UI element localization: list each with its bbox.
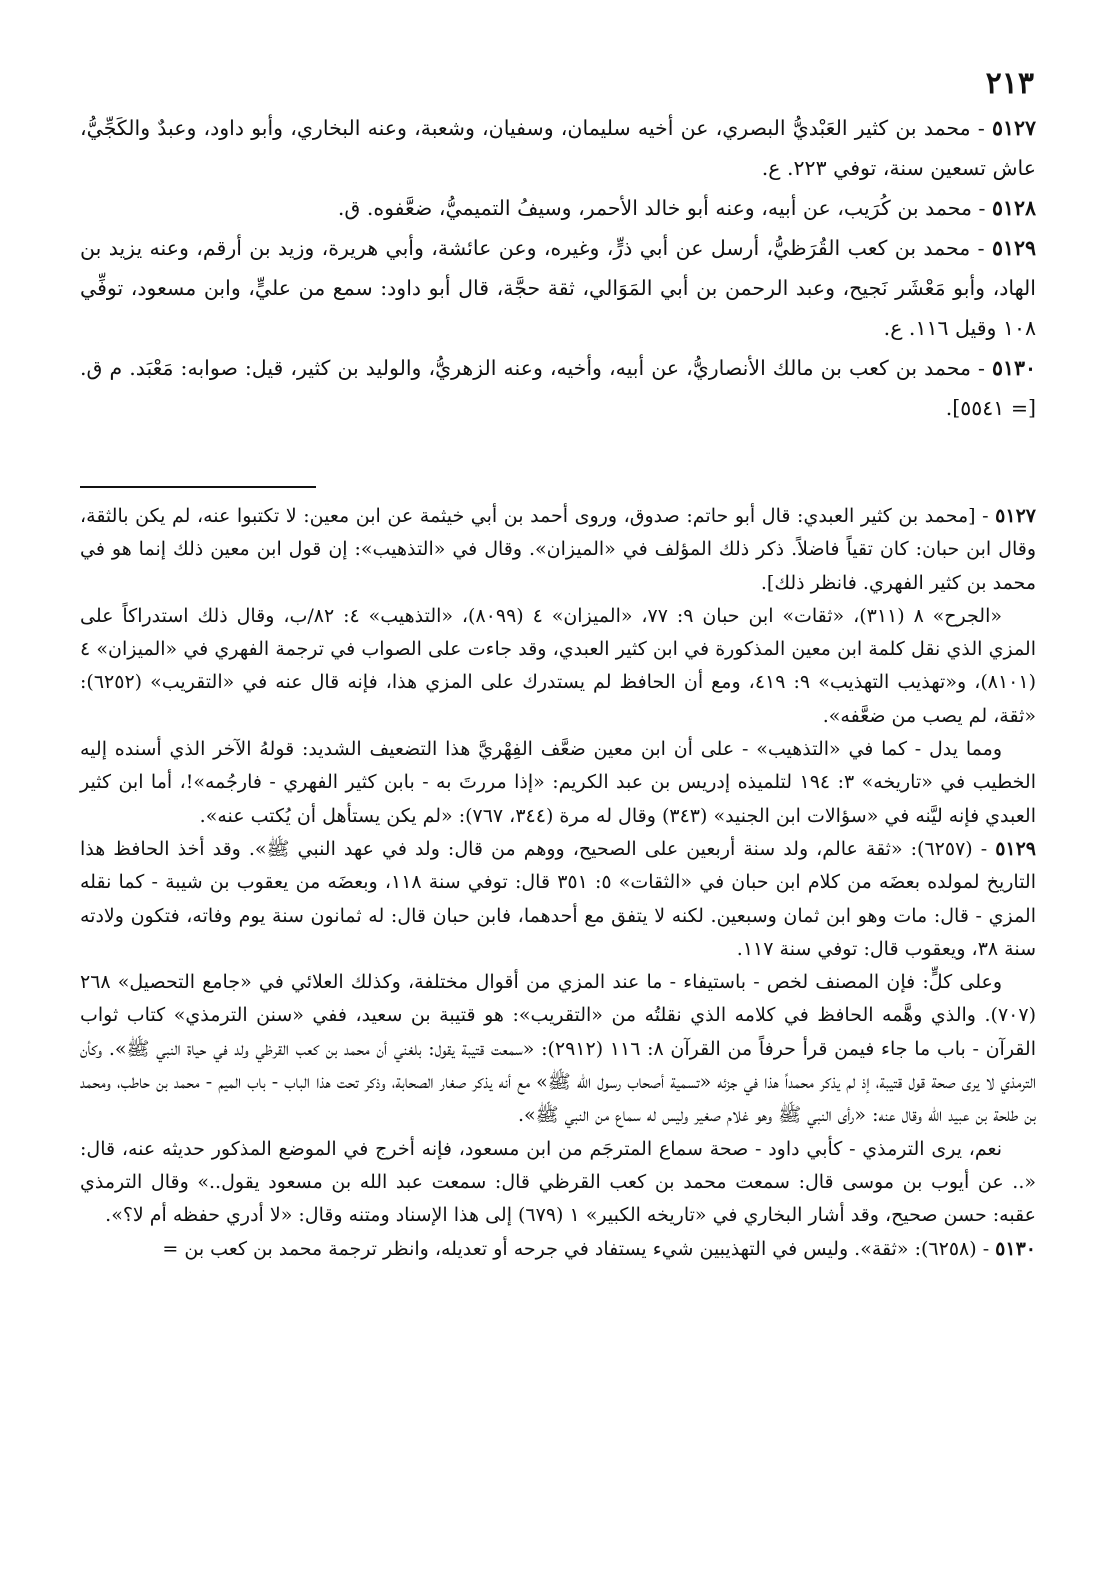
footnote-paragraph xyxy=(80,600,1036,733)
footnote-text: وعلى كلٍّ: فإن المصنف لخص - باستيفاء - ما عند المزي من أقوال مختلفة، وكذلك العلائي في «جامع التحصيل» ٢٦٨ (٧٠٧). والذي وهَّمه الحافظ في كلامه الذي نقلتُه من «التقريب»: هو قتيبة بن سعيد، ففي «سنن الترمذي» كتاب ثواب القرآن - باب ما جاء فيمن قرأ حرفاً من القرآن ٨: ١١٦ (٢٩١٢): «سمعت قتيبة يقول: بلغني أن محمد بن كعب القرظي ولد في حياة النبي ﷺ». وكأن الترمذي لا يرى صحة قول قتيبة، إذ لم يذكر محمداً هذا في جزئه «تسمية أصحاب رسول الله ﷺ» مع أنه يذكر صغار الصحابة، وذكر تحت هذا الباب - باب الميم - محمد بن حاطب، ومحمد بن طلحة بن عبيد الله وقال عنه: «رأى النبي ﷺ وهو غلام صغير وليس له سماع من النبي ﷺ». xyxy=(80,971,1036,1127)
entry-text: محمد بن كعب القُرَظيُّ، أرسل عن أبي ذرٍّ، وغيره، وعن عائشة، وأبي هريرة، وزيد بن أرقم، وعنه يزيد بن الهاد، وأبو مَعْشَر نَجيح، وعبد الرحمن بن أبي المَوَالي، ثقة حجَّة، قال أبو داود: سمع من عليٍّ، وابن مسعود، توفِّي ١٠٨ وقيل ١١٦. ع. xyxy=(80,236,1036,340)
footnote-text: [محمد بن كثير العبدي: قال أبو حاتم: صدوق، وروى أحمد بن أبي خيثمة عن ابن معين: لا تكتبوا عنه، لم يكن بالثقة، وقال ابن حبان: كان تقياً فاضلاً. ذكر ذلك المؤلف في «الميزان». وقال في «التذهيب»: إن قول ابن معين ذلك إنما هو في محمد بن كثير الفهري. فانظر ذلك]. xyxy=(80,505,1036,594)
entry-number: ٥١٢٧ xyxy=(991,116,1036,140)
footnote-paragraph xyxy=(80,733,1036,833)
footnote: ٥١٢٩ - (٦٢٥٧): «ثقة عالم، ولد سنة أربعين على الصحيح، ووهم من قال: ولد في عهد النبي ﷺ». وقد أخذ الحافظ هذا التاريخ لمولده بعضَه من كلام ابن حبان في «الثقات» ٥: ٣٥١ قال: توفي سنة ١١٨، وبعضَه من يعقوب بن شيبة - كما نقله المزي - قال: مات وهو ابن ثمان وسبعين. لكنه لا يتفق مع أحدهما، فابن حبان قال: له ثمانون سنة يوم وفاته، فتكون ولادته سنة ٣٨، ويعقوب قال: توفي سنة ١١٧. xyxy=(80,837,1037,960)
footnote-text: ومما يدل - كما في «التذهيب» - على أن ابن معين ضعَّف الفِهْريَّ هذا التضعيف الشديد: قولهُ الآخر الذي أسنده إليه الخطيب في «تاريخه» ٣: ١٩٤ لتلميذه إدريس بن عبد الكريم: «إذا مررتَ به - بابن كثير الفهري - فارجُمه»!، أما ابن كثير العبدي فإنه ليَّنه في «سؤالات ابن الجنيد» (٣٤٣) وقال له مرة (٣٤٤، ٧٦٧): «لم يكن يستأهل أن يُكتب عنه». xyxy=(80,738,1036,827)
footnotes xyxy=(80,500,1036,1266)
footnote-separator xyxy=(80,486,316,488)
footnote-text: «الجرح» ٨ (٣١١)، «ثقات» ابن حبان ٩: ٧٧، «الميزان» ٤ (٨٠٩٩)، «التذهيب» ٤: ٨٢/ب، وقال ذلك استدراكاً على المزي الذي نقل كلمة ابن معين المذكورة في ابن كثير العبدي، وقد جاءت على الصواب في ترجمة الفهري في «الميزان» ٤ (٨١٠١)، و«تهذيب التهذيب» ٩: ٤١٩، ومع أن الحافظ لم يستدرك على المزي هذا، فإنه قال عنه في «التقريب» (٦٢٥٢): «ثقة، لم يصب من ضعَّفه». xyxy=(80,604,1036,727)
entry-text: محمد بن كعب بن مالك الأنصاريُّ، عن أبيه، وأخيه، وعنه الزهريُّ، والوليد بن كثير، قيل: صوابه: مَعْبَد. م ق. [= ٥٥٤١]. xyxy=(80,356,1036,420)
footnote-paragraph xyxy=(80,1133,1036,1233)
entry-text: محمد بن كثير العَبْديُّ البصري، عن أخيه سليمان، وسفيان، وشعبة، وعنه البخاري، وأبو داود، وعبدٌ والكَجِّيُّ، عاش تسعين سنة، توفي ٢٢٣. ع. xyxy=(80,116,1036,180)
footnote-text: نعم، يرى الترمذي - كأبي داود - صحة سماع المترجَم من ابن مسعود، فإنه أخرج في الموضع المذكور حديثه عنه، قال: «.. عن أيوب بن موسى قال: سمعت محمد بن كعب القرظي قال: سمعت عبد الله بن مسعود يقول..» وقال الترمذي عقبه: حسن صحيح، وقد أشار البخاري في «تاريخه الكبير» ١ (٦٧٩) إلى هذا الإسناد ومتنه وقال: «لا أدري حفظه أم لا؟». xyxy=(80,1137,1036,1227)
entry-number: ٥١٢٩ xyxy=(991,236,1036,260)
biography-entry: ٥١٢٧ - محمد بن كثير العَبْديُّ البصري، عن أخيه سليمان، وسفيان، وشعبة، وعنه البخاري، وأبو داود، وعبدٌ والكَجِّيُّ، عاش تسعين سنة، توفي ٢٢٣. ع. xyxy=(80,116,1036,180)
biography-entry: ٥١٣٠ - محمد بن كعب بن مالك الأنصاريُّ، عن أبيه، وأخيه، وعنه الزهريُّ، والوليد بن كثير، قيل: صوابه: مَعْبَد. م ق. [= ٥٥٤١]. xyxy=(80,356,1036,420)
entry-text: محمد بن كُرَيب، عن أبيه، وعنه أبو خالد الأحمر، وسيفُ التميميُّ، ضعَّفوه. ق. xyxy=(337,196,972,220)
footnote: ٥١٢٧ - [محمد بن كثير العبدي: قال أبو حاتم: صدوق، وروى أحمد بن أبي خيثمة عن ابن معين: لا تكتبوا عنه، لم يكن بالثقة، وقال ابن حبان: كان تقياً فاضلاً. ذكر ذلك المؤلف في «الميزان». وقال في «التذهيب»: إن قول ابن معين ذلك إنما هو في محمد بن كثير الفهري. فانظر ذلك]. xyxy=(80,505,1036,594)
entry-number: ٥١٣٠ xyxy=(991,356,1036,380)
footnote-text: (٦٢٥٨): «ثقة». وليس في التهذيبين شيء يستفاد في جرحه أو تعديله، وانظر ترجمة محمد بن كعب بن = xyxy=(162,1237,977,1260)
footnote-number: ٥١٣٠ xyxy=(995,1237,1036,1260)
footnote: ٥١٣٠ - (٦٢٥٨): «ثقة». وليس في التهذيبين شيء يستفاد في جرحه أو تعديله، وانظر ترجمة محمد بن كعب بن = xyxy=(162,1237,1036,1260)
biography-entry: ٥١٢٨ - محمد بن كُرَيب، عن أبيه، وعنه أبو خالد الأحمر، وسيفُ التميميُّ، ضعَّفوه. ق. xyxy=(337,196,1036,220)
footnote-text: (٦٢٥٧): «ثقة عالم، ولد سنة أربعين على الصحيح، ووهم من قال: ولد في عهد النبي ﷺ». وقد أخذ الحافظ هذا التاريخ لمولده بعضَه من كلام ابن حبان في «الثقات» ٥: ٣٥١ قال: توفي سنة ١١٨، وبعضَه من يعقوب بن شيبة - كما نقله المزي - قال: مات وهو ابن ثمان وسبعين. لكنه لا يتفق مع أحدهما، فابن حبان قال: له ثمانون سنة يوم وفاته، فتكون ولادته سنة ٣٨، ويعقوب قال: توفي سنة ١١٧. xyxy=(80,837,1036,960)
footnote-number: ٥١٢٧ xyxy=(995,505,1036,527)
main-text xyxy=(80,108,1036,428)
footnote-number: ٥١٢٩ xyxy=(995,837,1037,860)
biography-entry: ٥١٢٩ - محمد بن كعب القُرَظيُّ، أرسل عن أبي ذرٍّ، وغيره، وعن عائشة، وأبي هريرة، وزيد بن أرقم، وعنه يزيد بن الهاد، وأبو مَعْشَر نَجيح، وعبد الرحمن بن أبي المَوَالي، ثقة حجَّة، قال أبو داود: سمع من عليٍّ، وابن مسعود، توفِّي ١٠٨ وقيل ١١٦. ع. xyxy=(80,236,1036,340)
entry-number: ٥١٢٨ xyxy=(991,196,1036,220)
footnote-paragraph xyxy=(80,966,1036,1132)
page-number: ٢١٣ xyxy=(985,66,1034,101)
